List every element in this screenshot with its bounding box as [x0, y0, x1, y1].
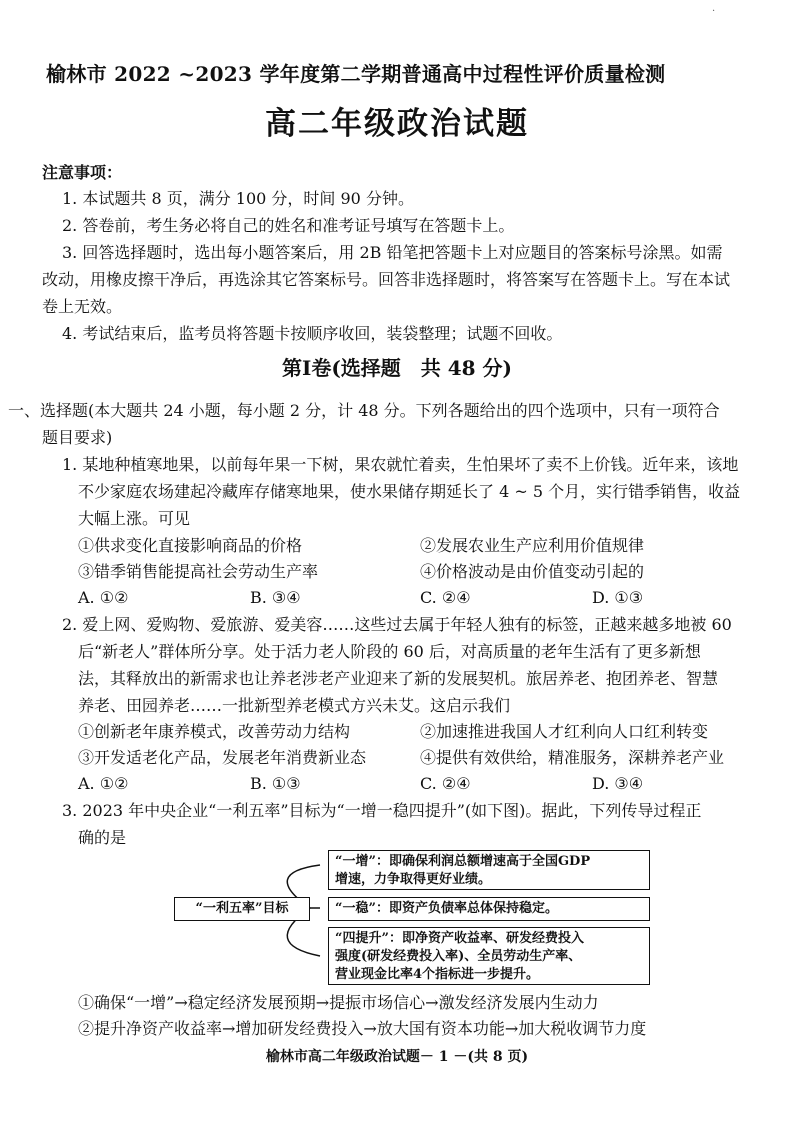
q2-statement: ①创新老年康养模式，改善劳动力结构 [78, 722, 351, 741]
page-footer: 榆林市高二年级政治试题－ 1 －(共 8 页) [265, 1049, 529, 1065]
question-3-stem: 3. 2023 年中央企业“一利五率”目标为“一增一稳四提升”(如下图)。据此，下列传导过程正 [62, 801, 702, 820]
question-1-stem: 不少家庭农场建起冷藏库存储寒地果，使水果储存期延长了 4 ~ 5 个月，实行错季销售，收益 [78, 482, 741, 501]
q3-statement: ①确保“一增”→稳定经济发展预期→提振市场信心→激发经济发展内生动力 [78, 993, 599, 1012]
section-instruction: 题目要求) [42, 428, 113, 447]
q1-choice-a[interactable]: A. ①② [78, 588, 129, 607]
diagram-text: 强度(研发经费投入率)、全员劳动生产率、 [335, 949, 582, 964]
diagram-box-sitisheng [328, 927, 650, 985]
exam-header: 榆林市 2022 ~2023 学年度第二学期普通高中过程性评价质量检测 [46, 62, 666, 86]
part-title: 第Ⅰ卷(选择题 共 48 分) [281, 356, 513, 380]
q1-statement: ③错季销售能提高社会劳动生产率 [78, 562, 319, 581]
q3-statement: ②提升净资产收益率→增加研发经费投入→放大国有资本功能→加大税收调节力度 [78, 1019, 647, 1038]
page-title: 高二年级政治试题 [265, 106, 529, 142]
question-1-stem: 1. 某地种植寒地果，以前每年果一下树，果农就忙着卖，生怕果坏了卖不上价钱。近年来，该地 [62, 455, 739, 474]
diagram-text: 营业现金比率4个指标进一步提升。 [335, 967, 540, 982]
corner-mark: · [712, 6, 716, 17]
diagram-text: “一稳”：即资产负债率总体保持稳定。 [335, 901, 558, 916]
question-3-stem: 确的是 [78, 828, 127, 847]
notice-item: 2. 答卷前，考生务必将自己的姓名和准考证号填写在答题卡上。 [62, 216, 515, 235]
q2-statement: ②加速推进我国人才红利向人口红利转变 [420, 722, 709, 741]
q2-choice-c[interactable]: C. ②④ [420, 774, 471, 793]
q2-choice-a[interactable]: A. ①② [78, 774, 129, 793]
diagram-box-yizeng [328, 850, 650, 890]
q1-statement: ①供求变化直接影响商品的价格 [78, 536, 303, 555]
q1-choice-c[interactable]: C. ②④ [420, 588, 471, 607]
profit-goals-diagram [160, 848, 660, 982]
q2-statement: ④提供有效供给，精准服务，深耕养老产业 [420, 748, 725, 767]
q2-statement: ③开发适老化产品，发展老年消费新业态 [78, 748, 367, 767]
question-2-stem: 2. 爱上网、爱购物、爱旅游、爱美容……这些过去属于年轻人独有的标签，正越来越多地被 60 [62, 615, 732, 634]
diagram-box-yiwen [328, 897, 650, 921]
q2-choice-d[interactable]: D. ③④ [592, 774, 644, 793]
notice-item: 改动，用橡皮擦干净后，再选涂其它答案标号。回答非选择题时，将答案写在答题卡上。写在本试 [42, 270, 731, 289]
notice-item: 3. 回答选择题时，选出每小题答案后，用 2B 铅笔把答题卡上对应题目的答案标号涂黑。如需 [62, 243, 723, 262]
diagram-text: “四提升”：即净资产收益率、研发经费投入 [335, 931, 584, 946]
notice-item: 4. 考试结束后，监考员将答题卡按顺序收回，装袋整理；试题不回收。 [62, 324, 563, 343]
diagram-text: “一增”：即确保利润总额增速高于全国GDP [335, 854, 591, 869]
q1-choice-b[interactable]: B. ③④ [250, 588, 301, 607]
question-2-stem: 法，其释放出的新需求也让养老涉老产业迎来了新的发展契机。旅居养老、抱团养老、智慧 [78, 669, 719, 688]
notice-item: 卷上无效。 [42, 297, 123, 316]
diagram-center-box: “一利五率”目标 [174, 897, 310, 921]
q1-choice-d[interactable]: D. ①③ [592, 588, 644, 607]
q1-statement: ②发展农业生产应利用价值规律 [420, 536, 645, 555]
question-2-stem: 后“新老人”群体所分享。处于活力老人阶段的 60 后，对高质量的老年生活有了更多新想 [78, 642, 701, 661]
diagram-text: 增速，力争取得更好业绩。 [335, 872, 492, 887]
question-1-stem: 大幅上涨。可见 [78, 509, 191, 528]
notice-item: 1. 本试题共 8 页，满分 100 分，时间 90 分钟。 [62, 189, 414, 208]
notice-heading: 注意事项： [42, 163, 123, 182]
question-2-stem: 养老、田园养老……一批新型养老模式方兴未艾。这启示我们 [78, 696, 511, 715]
section-instruction: 一、选择题(本大题共 24 小题，每小题 2 分，计 48 分。下列各题给出的四个选项中，只有一项符合 [8, 401, 720, 420]
q2-choice-b[interactable]: B. ①③ [250, 774, 301, 793]
q1-statement: ④价格波动是由价值变动引起的 [420, 562, 645, 581]
